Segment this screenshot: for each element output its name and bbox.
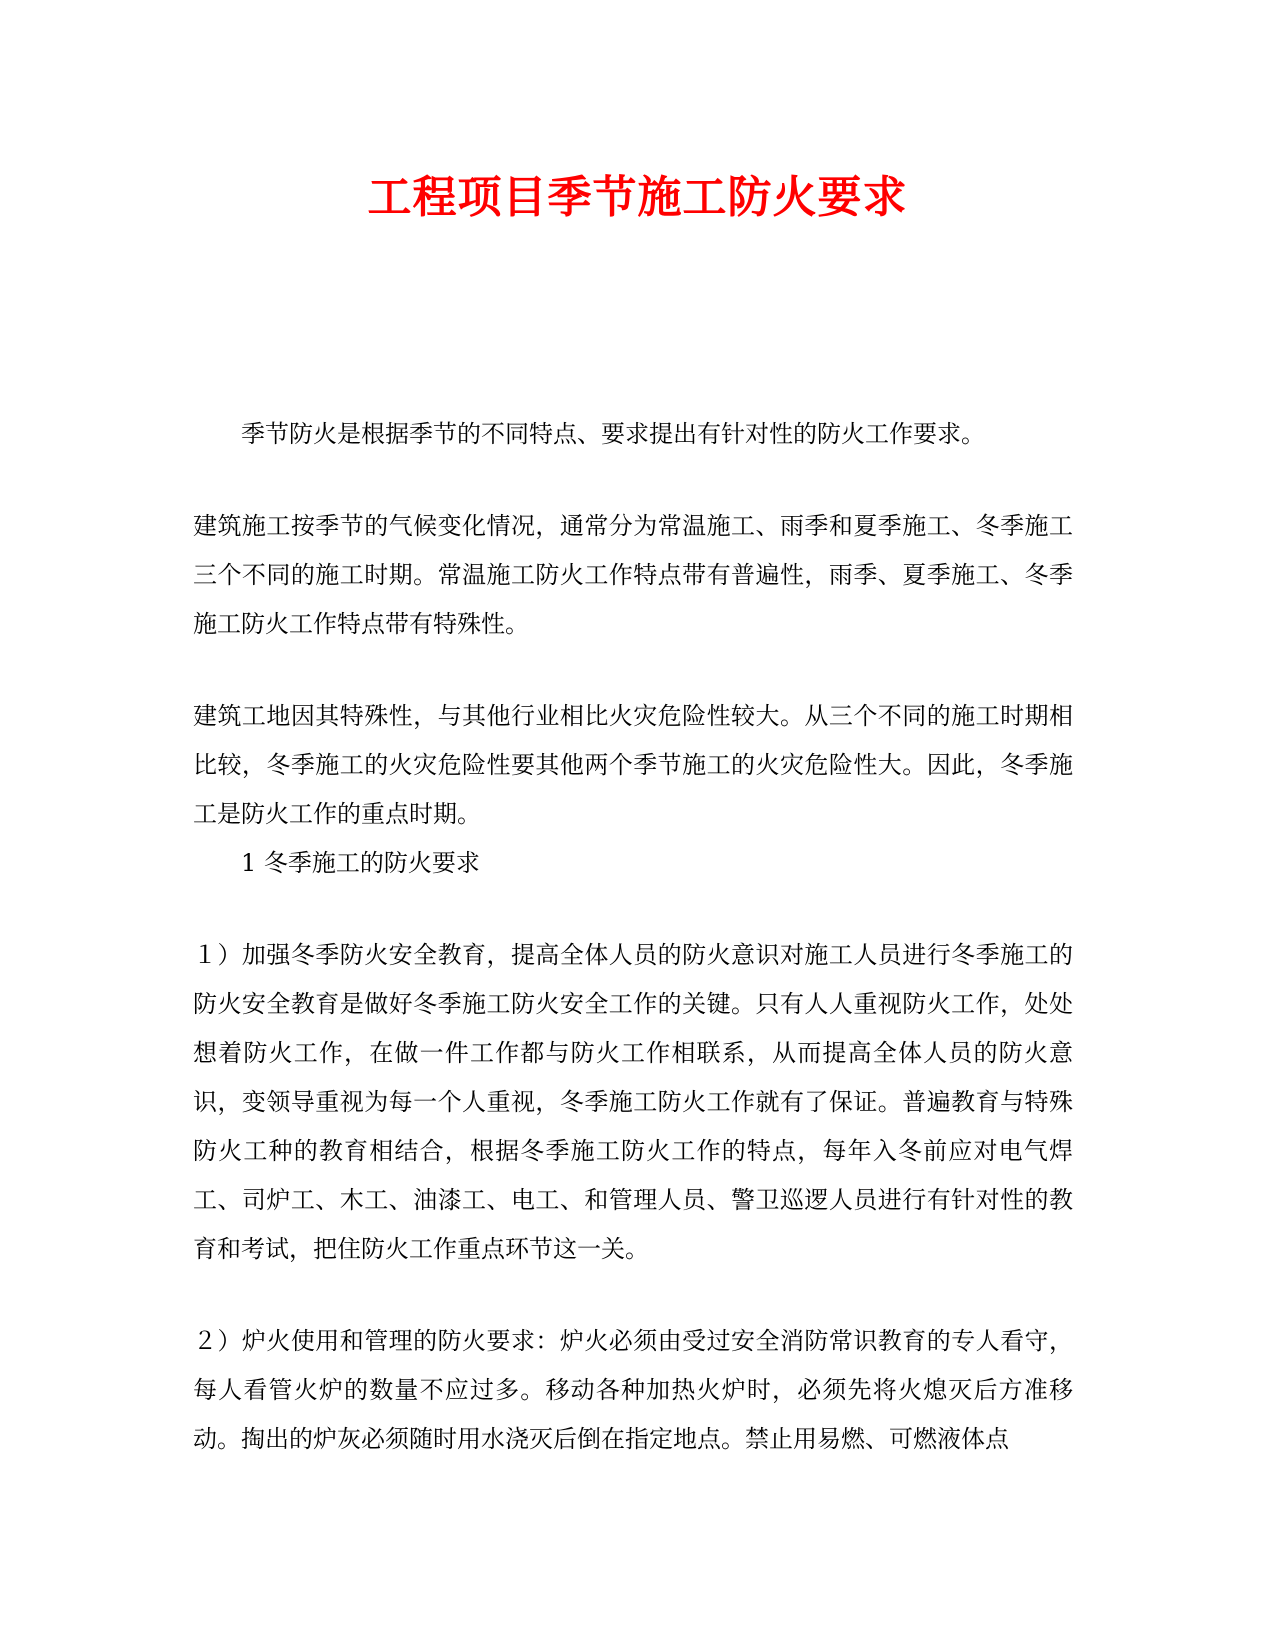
paragraph-seasons: 建筑施工按季节的气候变化情况，通常分为常温施工、雨季和夏季施工、冬季施工三个不同的施工时期。常温施工防火工作特点带有普遍性，雨季、夏季施工、冬季施工防火工作特点带有特殊性。	[193, 512, 1073, 638]
document-body	[193, 410, 1073, 1464]
paragraph-item-2: ２）炉火使用和管理的防火要求：炉火必须由受过安全消防常识教育的专人看守，每人看管火炉的数量不应过多。移动各种加热火炉时，必须先将火熄灭后方准移动。掏出的炉灰必须随时用水浇灭后倒在指定地点。禁止用易燃、可燃液体点	[193, 1327, 1073, 1453]
document-title: 工程项目季节施工防火要求	[367, 172, 908, 223]
paragraph-risk: 建筑工地因其特殊性，与其他行业相比火灾危险性较大。从三个不同的施工时期相比较，冬季施工的火灾危险性要其他两个季节施工的火灾危险性大。因此，冬季施工是防火工作的重点时期。	[193, 702, 1073, 828]
paragraph-intro: 季节防火是根据季节的不同特点、要求提出有针对性的防火工作要求。	[241, 420, 985, 448]
section-heading-winter: 1 冬季施工的防火要求	[241, 849, 480, 877]
paragraph-item-1: １）加强冬季防火安全教育，提高全体人员的防火意识对施工人员进行冬季施工的防火安全教育是做好冬季施工防火安全工作的关键。只有人人重视防火工作，处处想着防火工作，在做一件工作都与防火工作相联系，从而提高全体人员的防火意识，变领导重视为每一个人重视，冬季施工防火工作就有了保证。普遍教育与特殊防火工种的教育相结合，根据冬季施工防火工作的特点，每年入冬前应对电气焊工、司炉工、木工、油漆工、电工、和管理人员、警卫巡逻人员进行有针对性的教育和考试，把住防火工作重点环节这一关。	[193, 941, 1073, 1263]
